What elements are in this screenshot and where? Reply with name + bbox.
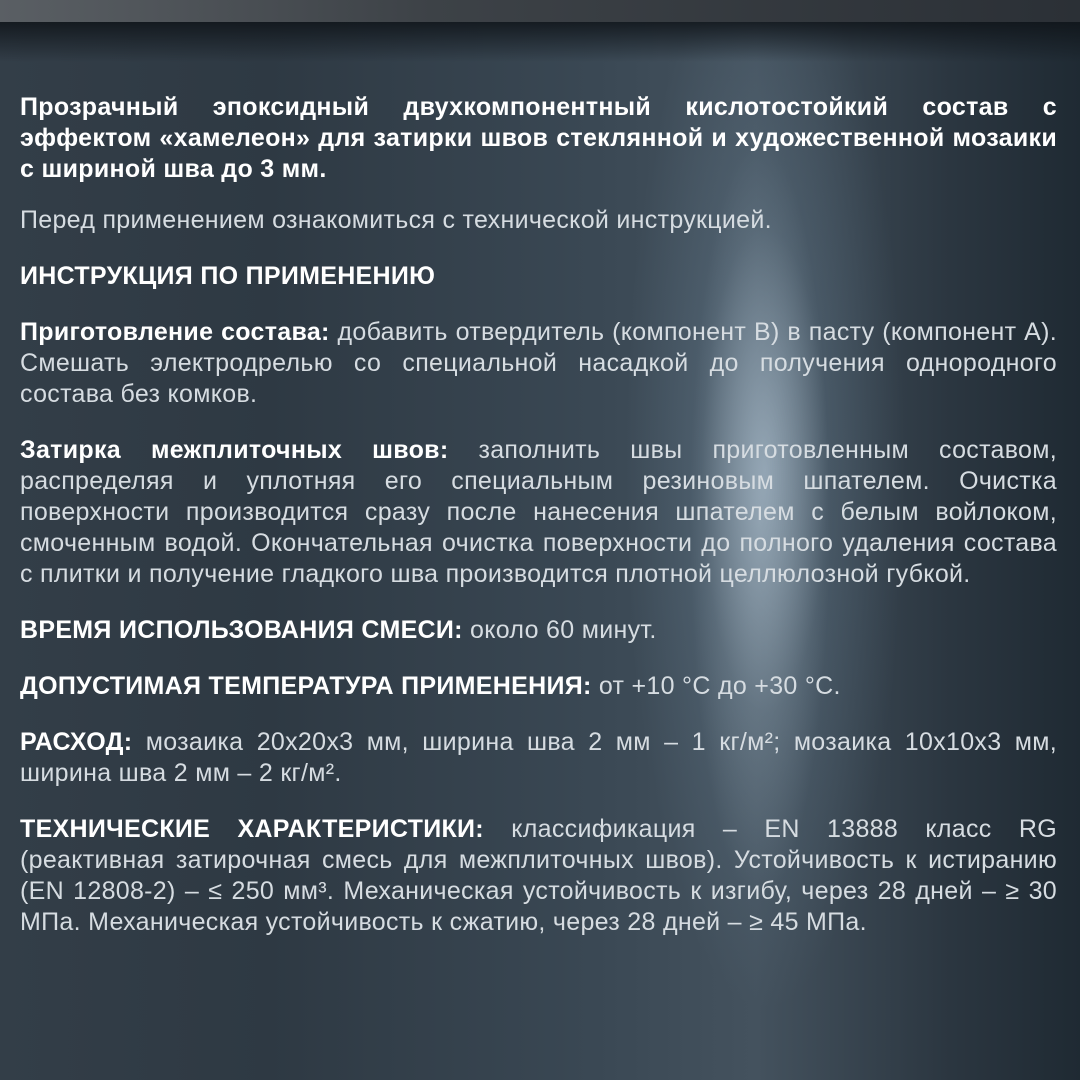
section-text: от +10 °С до +30 °С.: [591, 672, 841, 700]
section-text: добавить отвердитель (компонент B) в пасту (компонент A). Смешать электродрелью со специальной насадкой до получения однородного состава без комков.: [20, 318, 1057, 408]
section-text: заполнить швы приготовленным составом, распределяя и уплотняя его специальным резиновым шпателем. Очистка поверхности производится сразу после нанесения шпателем с белым войлоком, смоченным водой. Окончательная очистка поверхности до полного удаления состава с плитки и получение гладкого шва производится плотной целлюлозной губкой.: [20, 436, 1057, 588]
top-bar: [0, 0, 1080, 22]
section-label: РАСХОД:: [20, 728, 133, 756]
section-pot-life: [20, 615, 1057, 646]
notice-text: Перед применением ознакомиться с технической инструкцией.: [20, 206, 772, 234]
section-label: Затирка межплиточных швов:: [20, 436, 449, 464]
instruction-text: [20, 92, 1057, 938]
section-label: ДОПУСТИМАЯ ТЕМПЕРАТУРА ПРИМЕНЕНИЯ:: [20, 672, 592, 700]
section-text: мозаика 20x20x3 мм, ширина шва 2 мм – 1 кг/м²; мозаика 10x10x3 мм, ширина шва 2 мм – 2 кг/м².: [20, 728, 1057, 787]
section-label: ВРЕМЯ ИСПОЛЬЗОВАНИЯ СМЕСИ:: [20, 616, 463, 644]
section-label: Приготовление состава:: [20, 318, 330, 346]
section-preparation: [20, 317, 1057, 410]
section-consumption: [20, 727, 1057, 789]
section-label: ТЕХНИЧЕСКИЕ ХАРАКТЕРИСТИКИ:: [20, 815, 484, 843]
top-shade: [0, 22, 1080, 62]
section-grouting: [20, 435, 1057, 590]
section-heading: ИНСТРУКЦИЯ ПО ПРИМЕНЕНИЮ: [20, 262, 436, 290]
product-description: Прозрачный эпоксидный двухкомпонентный кислотостойкий состав с эффектом «хамелеон» для затирки швов стеклянной и художественной мозаики с шириной шва до 3 мм.: [20, 93, 1057, 183]
section-technical-specs: [20, 814, 1057, 938]
section-temperature: [20, 671, 1057, 702]
section-text: около 60 минут.: [462, 616, 657, 644]
section-text: классификация – EN 13888 класс RG (реактивная затирочная смесь для межплиточных швов). Устойчивость к истиранию (EN 12808-2) – ≤ 250 мм³. Механическая устойчивость к изгибу, через 28 дней – ≥ 30 МПа. Механическая устойчивость к сжатию, через 28 дней – ≥ 45 МПа.: [20, 815, 1058, 936]
